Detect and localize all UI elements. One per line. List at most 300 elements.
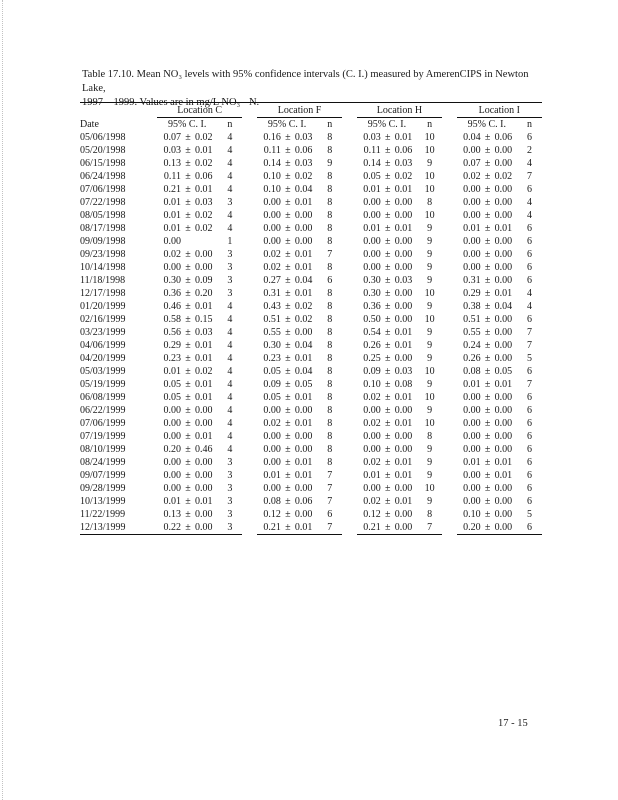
plus-minus-sign: ± bbox=[285, 353, 291, 364]
ci-value: 0.01 bbox=[394, 496, 413, 507]
ci-cell bbox=[457, 313, 517, 326]
column-gap bbox=[242, 170, 257, 183]
ci-cell bbox=[257, 157, 317, 170]
column-gap bbox=[442, 209, 457, 222]
mean-value: 0.43 bbox=[263, 301, 281, 312]
mean-value: 0.05 bbox=[163, 379, 181, 390]
n-cell: 4 bbox=[227, 314, 233, 325]
ci-value: 0.00 bbox=[194, 418, 213, 429]
ci-value: 0.01 bbox=[394, 392, 413, 403]
n-cell: 4 bbox=[526, 197, 532, 208]
plus-minus-sign: ± bbox=[385, 236, 391, 247]
mean-value: 0.00 bbox=[463, 470, 481, 481]
plus-minus-sign: ± bbox=[185, 366, 191, 377]
n-cell: 8 bbox=[327, 392, 333, 403]
ci-cell bbox=[157, 313, 217, 326]
column-gap bbox=[342, 469, 357, 482]
ci-cell bbox=[357, 287, 417, 300]
n-cell: 4 bbox=[526, 301, 532, 312]
ci-cell bbox=[257, 508, 317, 521]
plus-minus-sign: ± bbox=[185, 405, 191, 416]
plus-minus-sign: ± bbox=[185, 223, 191, 234]
plus-minus-sign: ± bbox=[385, 275, 391, 286]
ci-value: 0.00 bbox=[494, 431, 513, 442]
n-cell: 6 bbox=[526, 314, 532, 325]
n-cell: 8 bbox=[327, 171, 333, 182]
ci-cell bbox=[257, 430, 317, 443]
column-gap bbox=[242, 326, 257, 339]
n-cell: 6 bbox=[526, 184, 532, 195]
nitrate-table bbox=[80, 104, 542, 535]
column-gap bbox=[242, 222, 257, 235]
plus-minus-sign: ± bbox=[385, 457, 391, 468]
n-cell: 10 bbox=[424, 171, 435, 182]
n-cell: 7 bbox=[327, 496, 333, 507]
n-cell: 6 bbox=[526, 496, 532, 507]
ci-cell bbox=[357, 300, 417, 313]
mean-value: 0.00 bbox=[163, 470, 181, 481]
mean-value: 0.58 bbox=[163, 314, 181, 325]
ci-header: 95% C. I. bbox=[267, 119, 307, 130]
ci-value: 0.06 bbox=[294, 496, 313, 507]
plus-minus-sign: ± bbox=[185, 340, 191, 351]
column-gap bbox=[442, 391, 457, 404]
ci-value: 0.00 bbox=[394, 262, 413, 273]
column-gap bbox=[242, 339, 257, 352]
mean-value: 0.14 bbox=[263, 158, 281, 169]
ci-value: 0.00 bbox=[394, 509, 413, 520]
column-gap bbox=[242, 209, 257, 222]
date-cell: 06/24/1998 bbox=[80, 171, 126, 182]
caption-line-2: 1997 – 1999. Values are in mg/L NO₃ - N. bbox=[82, 97, 260, 108]
ci-value: 0.02 bbox=[494, 171, 513, 182]
n-cell: 6 bbox=[526, 236, 532, 247]
ci-value: 0.03 bbox=[394, 158, 413, 169]
mean-value: 0.03 bbox=[363, 132, 381, 143]
n-cell: 4 bbox=[227, 158, 233, 169]
mean-value: 0.00 bbox=[463, 483, 481, 494]
n-cell: 8 bbox=[327, 197, 333, 208]
n-cell: 6 bbox=[327, 275, 333, 286]
plus-minus-sign: ± bbox=[285, 132, 291, 143]
mean-value: 0.31 bbox=[463, 275, 481, 286]
ci-cell bbox=[157, 326, 217, 339]
n-cell: 3 bbox=[227, 288, 233, 299]
n-cell: 3 bbox=[227, 249, 233, 260]
plus-minus-sign: ± bbox=[285, 262, 291, 273]
ci-value: 0.01 bbox=[294, 353, 313, 364]
ci-cell bbox=[457, 469, 517, 482]
table-row bbox=[80, 157, 542, 170]
ci-value: 0.00 bbox=[494, 236, 513, 247]
plus-minus-sign: ± bbox=[285, 431, 291, 442]
ci-value: 0.00 bbox=[494, 158, 513, 169]
ci-value: 0.09 bbox=[194, 275, 213, 286]
date-cell: 11/22/1999 bbox=[80, 509, 126, 520]
plus-minus-sign: ± bbox=[385, 158, 391, 169]
table-row bbox=[80, 235, 542, 248]
column-gap bbox=[342, 261, 357, 274]
ci-value: 0.00 bbox=[194, 483, 213, 494]
plus-minus-sign: ± bbox=[385, 379, 391, 390]
n-cell: 8 bbox=[327, 444, 333, 455]
ci-value: 0.00 bbox=[494, 418, 513, 429]
mean-value: 0.02 bbox=[263, 249, 281, 260]
ci-value: 0.00 bbox=[394, 483, 413, 494]
column-gap bbox=[342, 300, 357, 313]
plus-minus-sign: ± bbox=[385, 522, 391, 533]
location-header: Location F bbox=[257, 104, 342, 118]
n-cell: 7 bbox=[317, 521, 342, 535]
ci-value: 0.01 bbox=[194, 379, 213, 390]
mean-value: 0.30 bbox=[163, 275, 181, 286]
plus-minus-sign: ± bbox=[185, 249, 191, 260]
n-cell: 4 bbox=[227, 379, 233, 390]
plus-minus-sign: ± bbox=[484, 457, 491, 468]
column-gap bbox=[342, 196, 357, 209]
plus-minus-sign: ± bbox=[385, 392, 391, 403]
ci-value: 0.04 bbox=[494, 301, 513, 312]
ci-cell bbox=[257, 196, 317, 209]
ci-cell bbox=[157, 417, 217, 430]
ci-cell bbox=[157, 404, 217, 417]
n-cell: 8 bbox=[327, 223, 333, 234]
ci-cell bbox=[257, 404, 317, 417]
mean-value: 0.55 bbox=[263, 327, 281, 338]
ci-cell bbox=[357, 209, 417, 222]
mean-value: 0.10 bbox=[263, 184, 281, 195]
ci-cell bbox=[357, 430, 417, 443]
table-top-rule bbox=[80, 102, 542, 103]
ci-value: 0.01 bbox=[394, 223, 413, 234]
ci-cell bbox=[157, 300, 217, 313]
mean-value: 0.10 bbox=[363, 379, 381, 390]
ci-value: 0.00 bbox=[194, 262, 213, 273]
table-row bbox=[80, 365, 542, 378]
plus-minus-sign: ± bbox=[484, 262, 491, 273]
table-row bbox=[80, 430, 542, 443]
mean-value: 0.00 bbox=[263, 223, 281, 234]
plus-minus-sign: ± bbox=[385, 145, 391, 156]
plus-minus-sign: ± bbox=[385, 301, 391, 312]
column-gap bbox=[342, 287, 357, 300]
plus-minus-sign: ± bbox=[484, 223, 491, 234]
plus-minus-sign: ± bbox=[185, 457, 191, 468]
column-gap bbox=[242, 456, 257, 469]
ci-value: 0.00 bbox=[194, 522, 213, 533]
plus-minus-sign: ± bbox=[484, 145, 491, 156]
plus-minus-sign: ± bbox=[385, 496, 391, 507]
table-row bbox=[80, 443, 542, 456]
date-cell: 08/24/1999 bbox=[80, 457, 126, 468]
table-row bbox=[80, 456, 542, 469]
plus-minus-sign: ± bbox=[385, 223, 391, 234]
plus-minus-sign: ± bbox=[285, 366, 291, 377]
n-cell: 3 bbox=[227, 197, 233, 208]
plus-minus-sign: ± bbox=[484, 470, 491, 481]
plus-minus-sign: ± bbox=[185, 158, 191, 169]
mean-value: 0.26 bbox=[363, 340, 381, 351]
n-cell: 10 bbox=[424, 210, 435, 221]
mean-value: 0.00 bbox=[463, 405, 481, 416]
plus-minus-sign: ± bbox=[484, 509, 491, 520]
mean-value: 0.21 bbox=[363, 522, 381, 533]
mean-value: 0.00 bbox=[163, 483, 181, 494]
ci-value: 0.00 bbox=[494, 444, 513, 455]
n-cell: 8 bbox=[327, 457, 333, 468]
column-gap bbox=[242, 104, 257, 118]
ci-cell bbox=[157, 196, 217, 209]
table-body bbox=[80, 131, 542, 535]
column-gap bbox=[442, 222, 457, 235]
date-cell: 07/06/1998 bbox=[80, 184, 126, 195]
plus-minus-sign: ± bbox=[185, 275, 191, 286]
n-cell: 8 bbox=[427, 509, 433, 520]
column-gap bbox=[442, 261, 457, 274]
ci-value: 0.00 bbox=[494, 197, 513, 208]
column-gap bbox=[242, 131, 257, 144]
plus-minus-sign: ± bbox=[484, 496, 491, 507]
ci-value: 0.03 bbox=[394, 366, 413, 377]
ci-value: 0.01 bbox=[494, 288, 513, 299]
column-gap bbox=[242, 508, 257, 521]
mean-value: 0.54 bbox=[363, 327, 381, 338]
plus-minus-sign: ± bbox=[484, 275, 491, 286]
mean-value: 0.30 bbox=[263, 340, 281, 351]
ci-cell bbox=[157, 261, 217, 274]
ci-cell bbox=[257, 495, 317, 508]
n-cell: 10 bbox=[424, 184, 435, 195]
ci-value: 0.03 bbox=[294, 132, 313, 143]
header-row-labels bbox=[80, 118, 542, 132]
ci-cell bbox=[357, 248, 417, 261]
table-row bbox=[80, 482, 542, 495]
n-cell: 8 bbox=[327, 210, 333, 221]
plus-minus-sign: ± bbox=[385, 353, 391, 364]
n-header: n bbox=[227, 119, 233, 130]
column-gap bbox=[442, 417, 457, 430]
date-cell: 11/18/1998 bbox=[80, 275, 126, 286]
column-gap bbox=[342, 365, 357, 378]
table-row bbox=[80, 404, 542, 417]
mean-value: 0.14 bbox=[363, 158, 381, 169]
table-row bbox=[80, 391, 542, 404]
column-gap bbox=[442, 508, 457, 521]
n-cell: 9 bbox=[327, 158, 333, 169]
n-cell: 3 bbox=[227, 262, 233, 273]
date-cell: 12/13/1999 bbox=[80, 521, 157, 535]
mean-value: 0.21 bbox=[263, 522, 281, 533]
plus-minus-sign: ± bbox=[185, 522, 191, 533]
ci-cell bbox=[157, 521, 217, 535]
n-cell: 4 bbox=[227, 171, 233, 182]
ci-value: 0.00 bbox=[394, 249, 413, 260]
mean-value: 0.07 bbox=[463, 158, 481, 169]
ci-value: 0.00 bbox=[294, 236, 313, 247]
plus-minus-sign: ± bbox=[185, 145, 191, 156]
plus-minus-sign: ± bbox=[484, 444, 491, 455]
ci-value: 0.03 bbox=[194, 327, 213, 338]
date-cell: 06/15/1998 bbox=[80, 158, 126, 169]
n-cell: 10 bbox=[424, 418, 435, 429]
ci-cell bbox=[257, 261, 317, 274]
n-cell: 8 bbox=[327, 132, 333, 143]
ci-cell bbox=[257, 482, 317, 495]
n-cell: 4 bbox=[526, 288, 532, 299]
ci-cell bbox=[457, 456, 517, 469]
mean-value: 0.00 bbox=[463, 496, 481, 507]
column-gap bbox=[342, 209, 357, 222]
n-cell: 4 bbox=[227, 444, 233, 455]
ci-cell bbox=[457, 300, 517, 313]
plus-minus-sign: ± bbox=[185, 496, 191, 507]
ci-value: 0.01 bbox=[294, 262, 313, 273]
plus-minus-sign: ± bbox=[185, 483, 191, 494]
plus-minus-sign: ± bbox=[385, 288, 391, 299]
column-gap bbox=[342, 378, 357, 391]
ci-value: 0.00 bbox=[394, 353, 413, 364]
ci-value: 0.02 bbox=[194, 366, 213, 377]
ci-value: 0.02 bbox=[194, 223, 213, 234]
ci-cell bbox=[257, 443, 317, 456]
n-cell: 8 bbox=[327, 327, 333, 338]
column-gap bbox=[242, 196, 257, 209]
plus-minus-sign: ± bbox=[285, 496, 291, 507]
n-cell: 6 bbox=[526, 366, 532, 377]
ci-cell bbox=[357, 313, 417, 326]
column-gap bbox=[342, 326, 357, 339]
n-cell: 5 bbox=[526, 509, 532, 520]
plus-minus-sign: ± bbox=[285, 275, 291, 286]
column-gap bbox=[442, 274, 457, 287]
n-cell: 9 bbox=[427, 262, 433, 273]
ci-value: 0.01 bbox=[394, 340, 413, 351]
mean-value: 0.00 bbox=[363, 405, 381, 416]
plus-minus-sign: ± bbox=[285, 392, 291, 403]
date-cell: 01/20/1999 bbox=[80, 301, 126, 312]
n-cell: 10 bbox=[424, 483, 435, 494]
mean-value: 0.11 bbox=[363, 145, 381, 156]
mean-value: 0.00 bbox=[163, 431, 181, 442]
n-cell: 7 bbox=[327, 483, 333, 494]
column-gap bbox=[242, 144, 257, 157]
ci-value: 0.00 bbox=[394, 444, 413, 455]
ci-cell bbox=[457, 196, 517, 209]
n-cell: 6 bbox=[526, 457, 532, 468]
n-cell: 8 bbox=[327, 236, 333, 247]
mean-value: 0.46 bbox=[163, 301, 181, 312]
mean-value: 0.16 bbox=[263, 132, 281, 143]
ci-value: 0.00 bbox=[394, 236, 413, 247]
mean-value: 0.01 bbox=[363, 470, 381, 481]
date-cell: 05/20/1998 bbox=[80, 145, 126, 156]
ci-cell bbox=[457, 352, 517, 365]
plus-minus-sign: ± bbox=[385, 509, 391, 520]
column-gap bbox=[242, 352, 257, 365]
ci-value: 0.00 bbox=[494, 314, 513, 325]
ci-cell bbox=[257, 274, 317, 287]
ci-cell bbox=[157, 222, 217, 235]
ci-header: 95% C. I. bbox=[467, 119, 506, 130]
column-gap bbox=[442, 469, 457, 482]
mean-value: 0.21 bbox=[163, 184, 181, 195]
ci-value: 0.00 bbox=[294, 327, 313, 338]
ci-cell bbox=[257, 456, 317, 469]
ci-cell bbox=[357, 144, 417, 157]
ci-value: 0.01 bbox=[394, 184, 413, 195]
ci-value: 0.05 bbox=[294, 379, 313, 390]
table-row bbox=[80, 196, 542, 209]
ci-cell bbox=[457, 508, 517, 521]
column-gap bbox=[442, 313, 457, 326]
column-gap bbox=[442, 287, 457, 300]
ci-value: 0.06 bbox=[394, 145, 413, 156]
n-cell: 6 bbox=[526, 132, 532, 143]
ci-cell bbox=[357, 157, 417, 170]
mean-value: 0.01 bbox=[363, 223, 381, 234]
n-cell: 3 bbox=[227, 509, 233, 520]
plus-minus-sign: ± bbox=[185, 301, 191, 312]
table-row bbox=[80, 287, 542, 300]
ci-cell bbox=[157, 235, 217, 248]
ci-value: 0.00 bbox=[494, 496, 513, 507]
plus-minus-sign: ± bbox=[385, 444, 391, 455]
ci-cell bbox=[357, 378, 417, 391]
ci-cell bbox=[357, 417, 417, 430]
mean-value: 0.00 bbox=[463, 210, 481, 221]
ci-cell bbox=[257, 222, 317, 235]
ci-cell bbox=[257, 248, 317, 261]
mean-value: 0.36 bbox=[163, 288, 181, 299]
plus-minus-sign: ± bbox=[385, 132, 391, 143]
mean-value: 0.05 bbox=[163, 392, 181, 403]
n-cell: 4 bbox=[227, 132, 233, 143]
column-gap bbox=[342, 482, 357, 495]
date-cell: 09/23/1998 bbox=[80, 249, 126, 260]
ci-cell bbox=[357, 482, 417, 495]
ci-value: 0.00 bbox=[494, 145, 513, 156]
mean-value: 0.02 bbox=[463, 171, 481, 182]
mean-value: 0.02 bbox=[163, 249, 181, 260]
table-row bbox=[80, 222, 542, 235]
ci-cell bbox=[357, 274, 417, 287]
ci-cell bbox=[357, 235, 417, 248]
n-cell: 10 bbox=[424, 132, 435, 143]
plus-minus-sign: ± bbox=[185, 197, 191, 208]
mean-value: 0.11 bbox=[163, 171, 181, 182]
table-row bbox=[80, 209, 542, 222]
ci-value: 0.02 bbox=[394, 171, 413, 182]
mean-value: 0.12 bbox=[263, 509, 281, 520]
ci-cell bbox=[457, 157, 517, 170]
mean-value: 0.05 bbox=[263, 392, 281, 403]
ci-value: 0.00 bbox=[494, 184, 513, 195]
ci-cell bbox=[357, 508, 417, 521]
mean-value: 0.00 bbox=[363, 431, 381, 442]
mean-value: 0.02 bbox=[263, 262, 281, 273]
table-row bbox=[80, 170, 542, 183]
mean-value: 0.01 bbox=[463, 379, 481, 390]
n-cell: 9 bbox=[427, 496, 433, 507]
n-cell: 4 bbox=[227, 340, 233, 351]
ci-value: 0.00 bbox=[494, 327, 513, 338]
date-cell: 09/28/1999 bbox=[80, 483, 126, 494]
mean-value: 0.01 bbox=[463, 457, 481, 468]
column-gap bbox=[442, 495, 457, 508]
ci-cell bbox=[157, 391, 217, 404]
ci-value: 0.04 bbox=[294, 184, 313, 195]
n-cell: 4 bbox=[227, 405, 233, 416]
